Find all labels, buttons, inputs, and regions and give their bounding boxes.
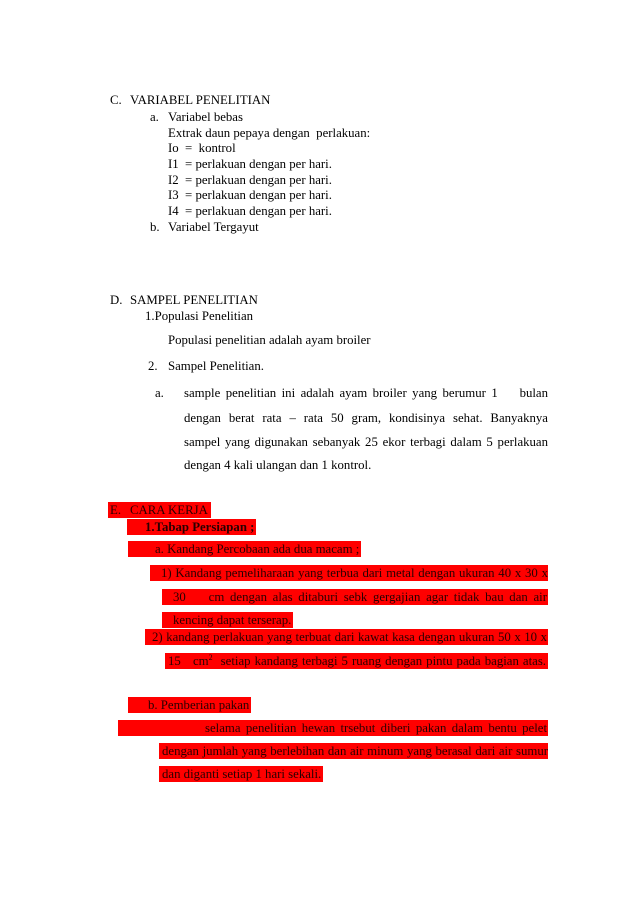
- sampel-heading-title: Sampel Penelitian.: [168, 359, 264, 373]
- kandang-item2-text: setiap kandang terbagi 5 ruang dengan pintu pada bagian atas.: [212, 654, 546, 668]
- superscript: 2: [208, 653, 213, 662]
- kandang-item2-line: [165, 653, 548, 669]
- populasi-text: Populasi penelitian adalah ayam broiler: [168, 333, 371, 347]
- sampel-paragraph-line: dengan berat rata – rata 50 gram, kondisinya sehat. Banyaknya: [184, 411, 548, 425]
- variabel-bebas-line: Io = kontrol: [168, 141, 236, 155]
- variabel-bebas-line: I1 = perlakuan dengan per hari.: [168, 157, 332, 171]
- kandang-item2-text: 15 cm: [168, 654, 209, 668]
- section-c-label: C.: [110, 93, 122, 107]
- variabel-bebas-line: I4 = perlakuan dengan per hari.: [168, 204, 332, 218]
- sampel-paragraph-line: sample penelitian ini adalah ayam broiler yang berumur 1 bulan: [184, 386, 548, 400]
- section-c-title: VARIABEL PENELITIAN: [130, 93, 271, 107]
- kandang-item2-line: 2) kandang perlakuan yang terbuat dari kawat kasa dengan ukuran 50 x 10 x: [145, 629, 548, 645]
- kandang-item1-line: kencing dapat terserap.: [162, 612, 293, 628]
- kandang-item1-line: 30 cm dengan alas ditaburi sebk gergajian agar tidak bau dan air: [162, 589, 548, 605]
- section-e-title: CARA KERJA: [130, 503, 208, 517]
- list-marker: b.: [150, 220, 160, 234]
- variabel-tergayut-item: [150, 220, 259, 235]
- section-e-heading: [108, 502, 211, 518]
- variabel-bebas-line: I2 = perlakuan dengan per hari.: [168, 173, 332, 187]
- section-e-label: E.: [110, 503, 122, 517]
- variabel-tergayut-title: Variabel Tergayut: [168, 220, 259, 234]
- pakan-heading: b. Pemberian pakan: [128, 697, 251, 713]
- section-d-label: D.: [110, 293, 123, 307]
- section-c-heading: [110, 93, 270, 108]
- list-marker: a.: [155, 386, 164, 400]
- pakan-line: dengan jumlah yang berlebihan dan air minum yang berasal dari air sumur: [159, 743, 548, 759]
- sampel-heading: [148, 359, 264, 374]
- sampel-paragraph-line: sampel yang digunakan sebanyak 25 ekor terbagi dalam 5 perlakuan: [184, 435, 548, 449]
- section-d-title: SAMPEL PENELITIAN: [130, 293, 258, 307]
- variabel-bebas-title: Variabel bebas: [168, 110, 243, 124]
- section-d-heading: [110, 293, 258, 308]
- pakan-line: dan diganti setiap 1 hari sekali.: [159, 766, 323, 782]
- variabel-bebas-line: Extrak daun pepaya dengan perlakuan:: [168, 126, 371, 140]
- populasi-heading: 1.Populasi Penelitian: [145, 309, 254, 323]
- sampel-paragraph-line: dengan 4 kali ulangan dan 1 kontrol.: [184, 458, 372, 472]
- kandang-heading: a. Kandang Percobaan ada dua macam ;: [128, 541, 361, 557]
- kandang-item1-line: 1) Kandang pemeliharaan yang terbua dari metal dengan ukuran 40 x 30 x: [150, 565, 548, 581]
- tahap-persiapan-heading: 1.Tabap Persiapan ;: [127, 519, 256, 535]
- variabel-bebas-line: I3 = perlakuan dengan per hari.: [168, 188, 332, 202]
- variabel-bebas-item: [150, 110, 243, 125]
- pakan-line: selama penelitian hewan trsebut diberi pakan dalam bentu pelet: [118, 720, 548, 736]
- list-marker: a.: [150, 110, 159, 124]
- list-marker: 2.: [148, 359, 158, 373]
